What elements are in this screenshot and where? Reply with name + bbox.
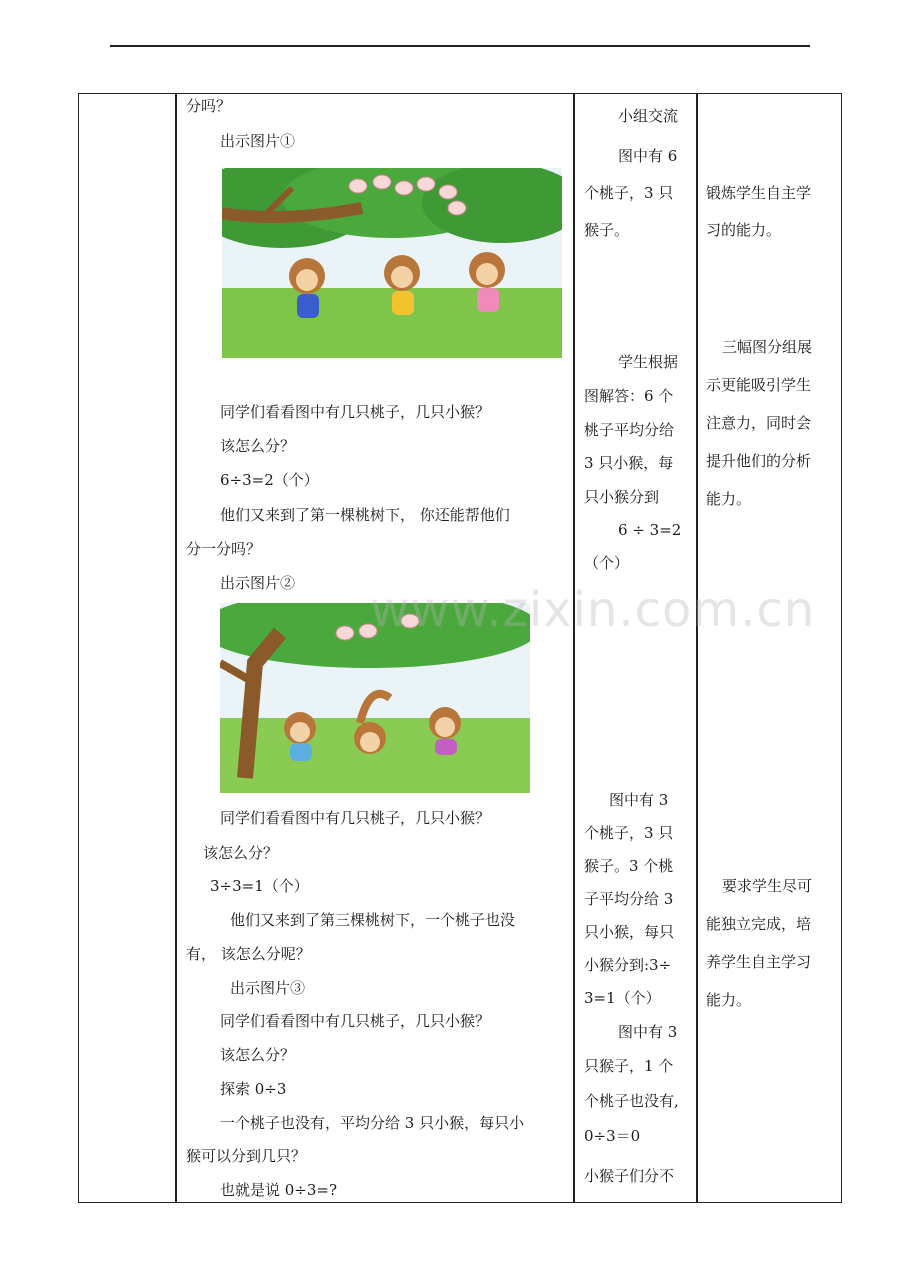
text-line: 探索 0÷3: [220, 1080, 287, 1098]
text-line: 只小猴，每只: [584, 923, 675, 941]
text-line: 图中有 3: [618, 1023, 678, 1041]
text-line: 子平均分给 3: [584, 890, 674, 908]
illustration-monkeys-1: [222, 168, 562, 358]
text-line: 能力。: [706, 490, 752, 508]
text-line: 同学们看看图中有几只桃子，几只小猴？: [220, 809, 491, 827]
text-line: 猴子。3 个桃: [584, 857, 674, 875]
column-divider: [573, 94, 575, 1202]
text-line: 图中有 6: [618, 147, 678, 165]
figure-caption: 出示图片①: [220, 132, 296, 150]
text-line: 图中有 3: [609, 791, 669, 809]
text-line: 习的能力。: [706, 221, 782, 239]
text-line: 该怎么分？: [203, 844, 279, 862]
text-line: 猴可以分到几只？: [186, 1147, 307, 1165]
figure-caption: 出示图片②: [220, 574, 296, 592]
text-line: 3 只小猴，每: [584, 454, 674, 472]
text-line: 只小猴分到: [584, 488, 660, 506]
text-line: 一个桃子也没有，平均分给 3 只小猴，每只小: [220, 1114, 525, 1132]
text-line: 能独立完成，培: [706, 915, 812, 933]
text-line: 6÷3=2（个）: [220, 471, 319, 489]
text-line: 有， 该怎么分呢？: [186, 945, 311, 963]
text-line: 小组交流: [618, 107, 679, 125]
text-line: 提升他们的分析: [706, 452, 812, 470]
text-line: 猴子。: [584, 221, 630, 239]
text-line: 个桃子，3 只: [584, 184, 674, 202]
header-rule: [110, 45, 810, 47]
column-divider: [175, 94, 177, 1202]
text-line: 能力。: [706, 991, 752, 1009]
column-divider: [696, 94, 698, 1202]
text-line: 个桃子也没有,: [584, 1092, 679, 1110]
text-line: 6 ÷ 3=2: [618, 521, 682, 539]
text-line: 也就是说 0÷3=?: [220, 1181, 338, 1199]
text-line: 桃子平均分给: [584, 421, 675, 439]
text-line: 示更能吸引学生: [706, 376, 812, 394]
text-line: 同学们看看图中有几只桃子，几只小猴？: [220, 1012, 491, 1030]
watermark: www.zixin.com.cn: [370, 582, 816, 638]
text-line: 养学生自主学习: [706, 953, 812, 971]
text-line: 三幅图分组展: [722, 338, 813, 356]
text-line: 小猴分到:3÷: [584, 956, 672, 974]
text-line: 要求学生尽可: [722, 877, 813, 895]
figure-caption: 出示图片③: [230, 979, 306, 997]
text-line: 3=1（个）: [584, 989, 661, 1007]
text-line: 3÷3=1（个）: [210, 877, 309, 895]
text-line: 同学们看看图中有几只桃子，几只小猴？: [220, 403, 491, 421]
text-line: 分一分吗？: [186, 540, 262, 558]
text-line: 他们又来到了第一棵桃树下， 你还能帮他们: [220, 506, 510, 524]
text-line: 他们又来到了第三棵桃树下，一个桃子也没: [230, 911, 516, 929]
text-line: （个）: [584, 554, 630, 572]
text-line: 个桃子，3 只: [584, 824, 674, 842]
text-line: 图解答：6 个: [584, 387, 674, 405]
text-line: 该怎么分？: [220, 437, 296, 455]
text-line: 学生根据: [618, 353, 679, 371]
text-line: 分吗？: [186, 97, 232, 115]
text-line: 该怎么分？: [220, 1046, 296, 1064]
text-line: 小猴子们分不: [584, 1167, 675, 1185]
text-line: 只猴子，1 个: [584, 1057, 674, 1075]
text-line: 0÷3＝0: [584, 1127, 641, 1145]
text-line: 锻炼学生自主学: [706, 184, 812, 202]
text-line: 注意力，同时会: [706, 414, 812, 432]
